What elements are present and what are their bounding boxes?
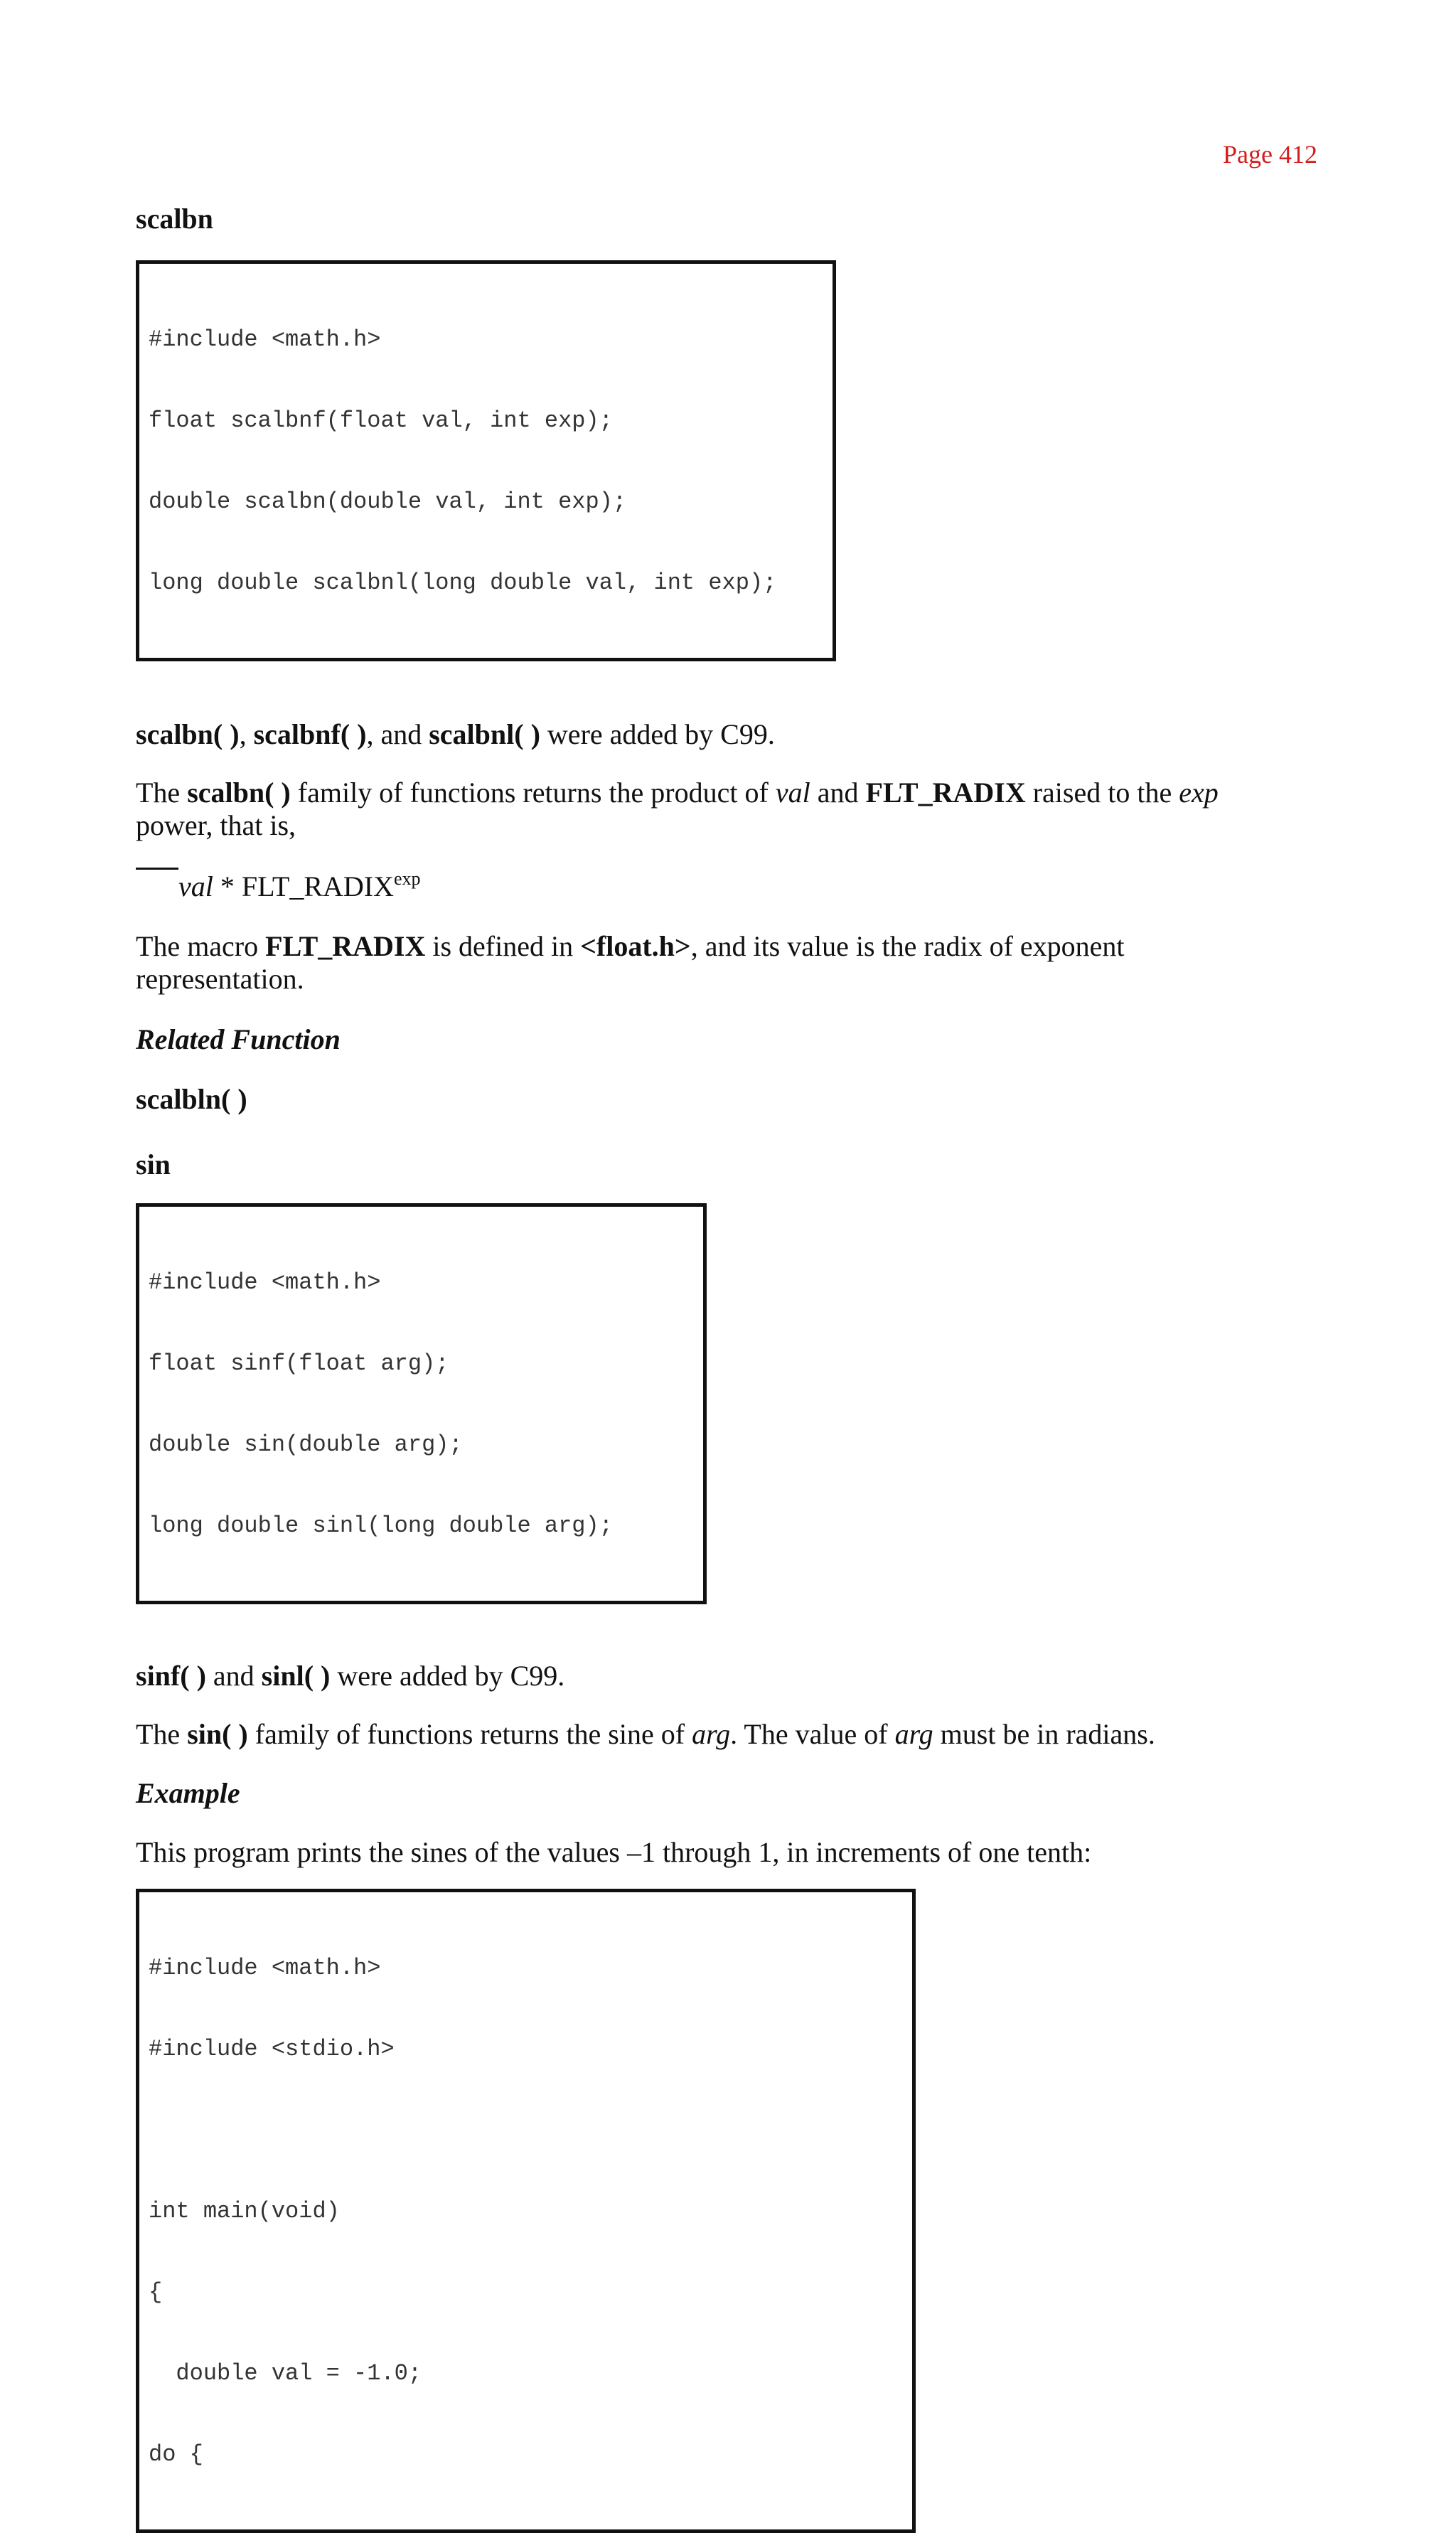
example-code-box [136, 1889, 916, 2533]
text-run: family of functions returns the product of [290, 777, 776, 809]
text-run: is defined in [425, 930, 581, 962]
related-function-name: scalbln( ) [136, 1083, 247, 1115]
formula-val: val [178, 870, 213, 902]
sin-heading: sin [136, 1148, 171, 1180]
text-run: The [136, 1718, 188, 1750]
code-line: #include <stdio.h> [149, 2036, 395, 2062]
param-name: exp [1179, 777, 1219, 809]
text-run: The macro [136, 930, 266, 962]
text-run: and [810, 777, 866, 809]
fn-name: scalbn( ) [187, 777, 291, 809]
code-line: do { [149, 2441, 203, 2468]
text-run: family of functions returns the sine of [247, 1718, 692, 1750]
fn-name: sinl( ) [261, 1660, 331, 1692]
scalbn-heading: scalbn [136, 203, 213, 235]
example-intro: This program prints the sines of the values –1 through 1, in increments of one tenth: [136, 1836, 1092, 1868]
text-run: , and [366, 718, 429, 750]
code-line: double sin(double arg); [149, 1431, 463, 1458]
param-name: arg [894, 1718, 933, 1750]
example-heading: Example [136, 1777, 240, 1809]
scalbn-prototype-box [136, 260, 836, 661]
code-line: #include <math.h> [149, 1269, 381, 1296]
header-name: <float.h> [580, 930, 691, 962]
param-name: val [775, 777, 810, 809]
param-name: arg [692, 1718, 731, 1750]
fn-name: sin( ) [187, 1718, 248, 1750]
code-line: long double sinl(long double arg); [149, 1513, 613, 1539]
text-run: must be in radians. [933, 1718, 1155, 1750]
code-line: int main(void) [149, 2198, 340, 2224]
macro-name: FLT_RADIX [265, 930, 426, 962]
code-line: #include <math.h> [149, 1955, 381, 1981]
text-run: , [239, 718, 254, 750]
scalbn-added-note [136, 718, 1309, 751]
text-run: raised to the [1025, 777, 1179, 809]
flt-radix-note [136, 930, 1181, 996]
page-content [136, 202, 1309, 2533]
sin-prototype-box [136, 1203, 707, 1604]
formula-overline [136, 868, 178, 870]
text-run: were added by C99. [330, 1660, 565, 1692]
sin-description [136, 1718, 1309, 1751]
fn-name: scalbn( ) [136, 718, 240, 750]
code-line: long double scalbnl(long double val, int exp); [149, 570, 777, 596]
code-line: { [149, 2279, 163, 2305]
formula-text: * FLT_RADIX [213, 870, 394, 902]
fn-name: scalbnl( ) [429, 718, 540, 750]
code-line [149, 2117, 903, 2144]
fn-name: scalbnf( ) [253, 718, 367, 750]
macro-name: FLT_RADIX [865, 777, 1026, 809]
page-number: Page 412 [1223, 140, 1317, 169]
text-run: were added by C99. [540, 718, 775, 750]
text-run: The [136, 777, 188, 809]
formula-exponent: exp [393, 868, 421, 889]
text-run: and [205, 1660, 262, 1692]
code-line: float scalbnf(float val, int exp); [149, 407, 613, 434]
code-line: double scalbn(double val, int exp); [149, 489, 627, 515]
related-function-heading: Related Function [136, 1023, 341, 1055]
code-line: double val = -1.0; [149, 2360, 422, 2387]
code-line: float sinf(float arg); [149, 1350, 449, 1377]
fn-name: sinf( ) [136, 1660, 206, 1692]
scalbn-description [136, 777, 1273, 842]
text-run: . The value of [730, 1718, 895, 1750]
sin-added-note [136, 1660, 1309, 1692]
code-line: #include <math.h> [149, 326, 381, 353]
text-run: , and its value is the radix of exponent representation. [136, 930, 1125, 995]
scalbn-formula [136, 870, 1309, 903]
text-run: power, that is, [136, 809, 296, 841]
